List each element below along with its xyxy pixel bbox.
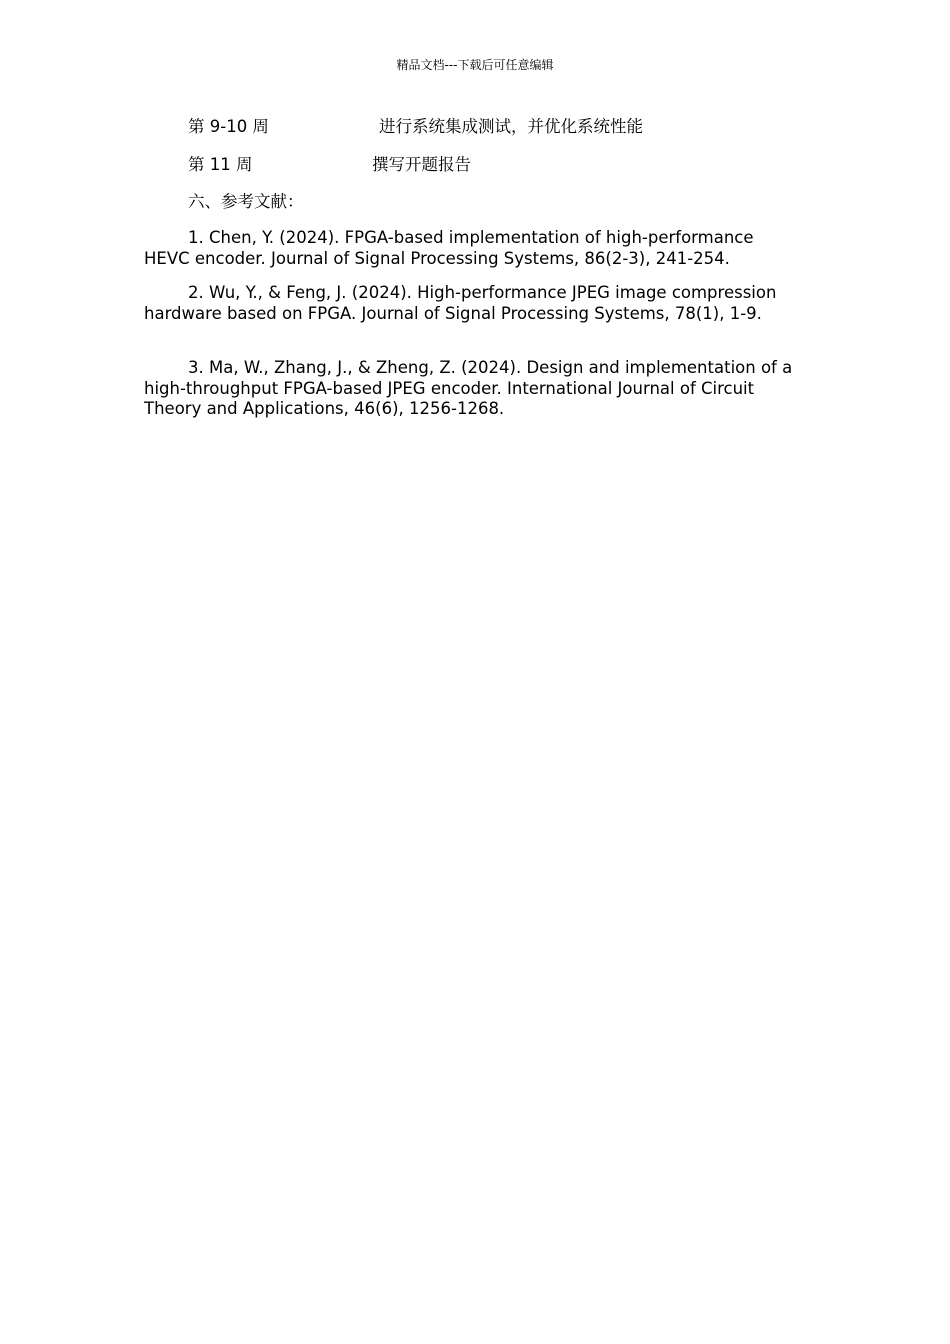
schedule-row (188, 116, 643, 138)
schedule-row (188, 154, 471, 176)
schedule-task: 撰写开题报告 (372, 155, 471, 174)
schedule-week: 第 11 周 (188, 155, 253, 174)
schedule-week: 第 9-10 周 (188, 117, 269, 136)
reference-item: 1. Chen, Y. (2024). FPGA-based implementation of high-performance HEVC encoder. Journal of Signal Processing Systems, 86(2-3), 241-254. (144, 228, 754, 268)
schedule-task: 进行系统集成测试，并优化系统性能 (379, 117, 643, 136)
page-header: 精品文档---下载后可任意编辑 (396, 58, 554, 72)
reference-item: 3. Ma, W., Zhang, J., & Zheng, Z. (2024). Design and implementation of a high-throughput FPGA-based JPEG encoder. International Journal of Circuit Theory and Applications, 46(6), 1256-1268. (144, 358, 793, 418)
reference-item: 2. Wu, Y., & Feng, J. (2024). High-performance JPEG image compression hardware based on FPGA. Journal of Signal Processing Systems, 78(1), 1-9. (144, 283, 777, 323)
references-heading: 六、参考文献： (188, 192, 304, 211)
